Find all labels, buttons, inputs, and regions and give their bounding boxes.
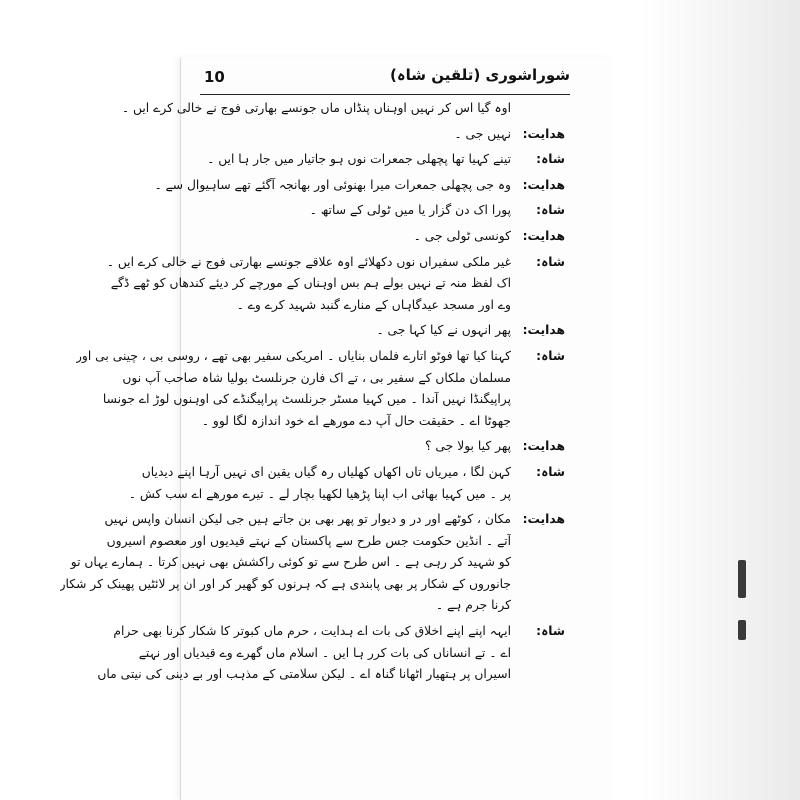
- dialogue-text: [154, 175, 511, 197]
- speaker-label: شاہ:: [536, 152, 565, 167]
- speaker-label: ھدایت:: [522, 323, 565, 338]
- dialogue-text: [60, 509, 511, 617]
- dialogue-entry: [205, 436, 565, 458]
- text-line: مسلمان ملکاں کے سفیر بی ، تے اک فارن جرنلسٹ بولیا شاہ صاحب آپ نوں: [122, 370, 511, 385]
- text-line: کو شہید کر رہی ہے ۔ اس طرح سے تو کوئی راکشش بھی نہیں کرتا ۔ ہمارے یہاں تو: [70, 555, 511, 570]
- text-line: وہ جی پچھلی جمعرات میرا بھنوئی اور بھانجہ آگئے تھے ساہیوال سے ۔: [154, 177, 511, 192]
- dialogue-entry: [128, 462, 565, 505]
- dialogue-entry: [154, 175, 565, 197]
- dialogue-text: [205, 124, 511, 146]
- dialogue-text: [122, 98, 511, 120]
- text-line: اسیراں پر ہتھیار اٹھانا گناہ اے ۔ لیکن سلامتی کے مذہب اور بے دینی کی نیتی ماں: [97, 667, 511, 682]
- text-line: پورا اک دن گزار یا میں ٹولی کے ساتھ ۔: [309, 203, 511, 218]
- page-number: 10: [204, 68, 225, 86]
- binding-mark: [738, 560, 746, 598]
- text-line: جانوروں کے شکار پر بھی پابندی ہے کہ ہرنوں کو گھیر کر اور ان پر لائٹیں پھینک کر شکار: [59, 576, 511, 591]
- speaker-label: شاہ:: [536, 254, 565, 269]
- text-line: پر ۔ میں کہیا بھائی اب اپنا پڑھیا لکھیا بچار لے ۔ تیرے مورھے اے سب کش ۔: [128, 486, 511, 501]
- text-line: مکان ، کوٹھے اور در و دیوار تو پھر بھی بن جاتے ہیں جی لیکن انسان واپس نہیں: [104, 512, 511, 527]
- dialogue-entry: [106, 252, 565, 317]
- speaker-label: ھدایت:: [522, 177, 565, 192]
- dialogue-text: [97, 621, 511, 686]
- dialogue-text: [76, 346, 511, 432]
- dialogue-entry: [59, 509, 565, 617]
- text-line: غیر ملکی سفیراں نوں دکھلائے اوہ علاقے جونسے بھارتی فوج نے خالی کرے ایں ۔: [106, 254, 511, 269]
- dialogue-text: [205, 320, 511, 342]
- text-line: پھر کیا بولا جی ؟: [425, 439, 511, 454]
- dialogue-entry: [205, 149, 565, 171]
- dialogue-text: [205, 200, 511, 222]
- dialogue-entry: [205, 320, 565, 342]
- text-line: کہن لگا ، میریاں تاں اکھاں کھلیاں رہ گیاں یقین ای نہیں آرہا اپنے دیدیاں: [141, 464, 511, 479]
- speaker-label: ھدایت:: [522, 439, 565, 454]
- text-line: وے اور مسجد عیدگاہاں کے منارے گنبد شہید کرے وے ۔: [236, 297, 511, 312]
- dialogue-entry: [121, 98, 565, 120]
- text-line: کونسی ٹولی جی ۔: [413, 228, 511, 243]
- text-line: ایہہ اپنے اپنے اخلاق کی بات اے ہدایت ، حرم ماں کبوتر کا شکار کرنا بھی حرام: [113, 624, 511, 639]
- speaker-label: ھدایت:: [522, 512, 565, 527]
- binding-mark: [738, 620, 746, 640]
- text-line: اک لفظ منہ تے نہیں بولے ہم بس اوہناں کے مورچے کر دیئے کندھاں کو ٹھے ڈگے: [110, 276, 511, 291]
- dialogue-entry: [75, 346, 565, 432]
- speaker-label: شاہ:: [536, 348, 565, 363]
- speaker-label: شاہ:: [536, 464, 565, 479]
- dialogue-text: [205, 149, 511, 171]
- dialogue-entry: [205, 226, 565, 248]
- page-edge-shadow: [640, 0, 800, 800]
- dialogue-entry: [205, 200, 565, 222]
- text-line: آتے ۔ انڈین حکومت جس طرح سے پاکستان کے نہتے قیدیوں اور معصوم اسیروں: [106, 533, 511, 548]
- dialogue-text: [205, 226, 511, 248]
- text-line: پراپیگنڈا نہیں آندا ۔ میں کہیا مسٹر جرنلسٹ پراپیگنڈے کی اوہنوں لوڑ اے جونسا: [102, 392, 511, 407]
- text-line: تینے کہیا تھا پچھلی جمعرات نوں ہو جاتیار میں جار ہا ایں ۔: [207, 152, 511, 167]
- dialogue-entry: [97, 621, 565, 686]
- page-header: [200, 64, 570, 95]
- dialogue-text: [107, 252, 511, 317]
- dialogue-text: [205, 436, 511, 458]
- speaker-label: شاہ:: [536, 624, 565, 639]
- running-title: شوراشوری (تلقین شاہ): [390, 66, 570, 84]
- speaker-label: شاہ:: [536, 203, 565, 218]
- text-line: پھر انہوں نے کیا کہا جی ۔: [376, 323, 511, 338]
- text-line: اے ۔ تے انساناں کی بات کرر ہا ایں ۔ اسلام ماں گھرے وے قیدیاں اور نہتے: [138, 645, 511, 660]
- text-line: جھوٹا اے ۔ حقیقت حال آپ دے مورھے اے خود اندازہ لگا لوو ۔: [201, 413, 511, 428]
- text-line: کہنا کیا تھا فوٹو اتارے فلماں بنایاں ۔ امریکی سفیر بھی تھے ، روسی بی ، چینی بی اور: [75, 348, 511, 363]
- text-line: کرنا جرم ہے ۔: [435, 598, 511, 613]
- dialogue-body: [59, 98, 565, 690]
- speaker-label: ھدایت:: [522, 228, 565, 243]
- text-line: اوہ گیا اس کر نہیں اوہناں پنڈاں ماں جونسے بھارتی فوج نے خالی کرے ایں ۔: [121, 101, 511, 115]
- dialogue-text: [129, 462, 511, 505]
- dialogue-entry: [205, 124, 565, 146]
- text-line: نہیں جی ۔: [454, 126, 511, 141]
- speaker-label: ھدایت:: [522, 126, 565, 141]
